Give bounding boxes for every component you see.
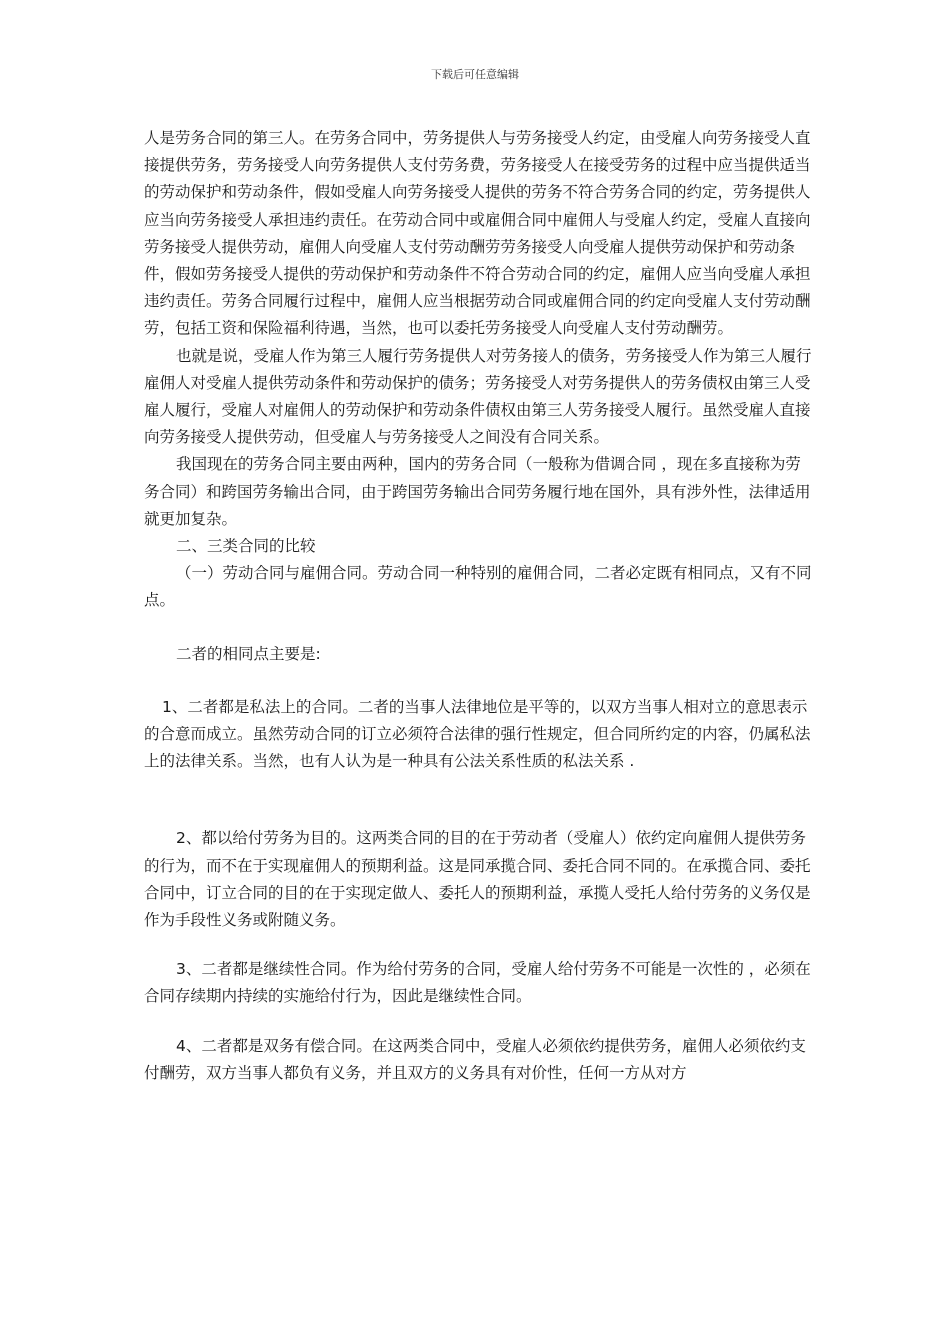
- list-item-2: 2、都以给付劳务为目的。这两类合同的目的在于劳动者（受雇人）依约定向雇佣人提供劳务的行为，而不在于实现雇佣人的预期利益。这是同承揽合同、委托合同不同的。在承揽合同、委托合同中，订立合同的目的在于实现定做人、委托人的预期利益，承揽人受托人给付劳务的义务仅是作为手段性义务或附随义务。: [144, 829, 811, 930]
- document-body: [144, 125, 814, 1087]
- list-item-4: 4、二者都是双务有偿合同。在这两类合同中，受雇人必须依约提供劳务，雇佣人必须依约支付酬劳，双方当事人都负有义务，并且双方的义务具有对价性，任何一方从对方: [144, 1036, 806, 1082]
- page-header: 下载后可任意编辑: [431, 68, 519, 81]
- list-item-3: 3、二者都是继续性合同。作为给付劳务的合同，受雇人给付劳务不可能是一次性的 ，必须在合同存续期内持续的实施给付行为，因此是继续性合同。: [144, 960, 811, 1006]
- paragraph-that-is-to-say: 也就是说，受雇人作为第三人履行劳务提供人对劳务接人的债务，劳务接受人作为第三人履行雇佣人对受雇人提供劳动条件和劳动保护的债务；劳务接受人对劳务提供人的劳务债权由第三人受雇人履行，受雇人对雇佣人的劳动保护和劳动条件债权由第三人劳务接受人履行。虽然受雇人直接向劳务接受人提供劳动，但受雇人与劳务接受人之间没有合同关系。: [144, 346, 812, 447]
- similarities-heading: 二者的相同点主要是:: [176, 644, 321, 663]
- list-item-1: 1、二者都是私法上的合同。二者的当事人法律地位是平等的，以双方当事人相对立的意思表示的合意而成立。虽然劳动合同的订立必须符合法律的强行性规定，但合同所约定的内容，仍属私法上的法律关系。当然，也有人认为是一种具有公法关系性质的私法关系 .: [144, 697, 811, 771]
- paragraph-domestic-contracts: 我国现在的劳务合同主要由两种，国内的劳务合同（一般称为借调合同 ，现在多直接称为劳务合同）和跨国劳务输出合同，由于跨国劳务输出合同劳务履行地在国外，具有涉外性，法律适用就更加复杂。: [144, 455, 811, 528]
- paragraph-contract-third-party: 人是劳务合同的第三人。在劳务合同中，劳务提供人与劳务接受人约定，由受雇人向劳务接受人直接提供劳务，劳务接受人向劳务提供人支付劳务费，劳务接受人在接受劳务的过程中应当提供适当的劳动保护和劳动条件，假如受雇人向劳务接受人提供的劳务不符合劳务合同的约定，劳务提供人应当向劳务接受人承担违约责任。在劳动合同中或雇佣合同中雇佣人与受雇人约定，受雇人直接向劳务接受人提供劳动，雇佣人向受雇人支付劳动酬劳劳务接受人向受雇人提供劳动保护和劳动条件，假如劳务接受人提供的劳动保护和劳动条件不符合劳动合同的约定，雇佣人应当向受雇人承担违约责任。劳务合同履行过程中，雇佣人应当根据劳动合同或雇佣合同的约定向受雇人支付劳动酬劳，包括工资和保险福利待遇，当然，也可以委托劳务接受人向受雇人支付劳动酬劳。: [144, 129, 811, 338]
- section-heading-comparison: 二、三类合同的比较: [176, 537, 316, 556]
- subsection-labor-vs-employment: （一）劳动合同与雇佣合同。劳动合同一种特别的雇佣合同，二者必定既有相同点，又有不同点。: [144, 564, 812, 610]
